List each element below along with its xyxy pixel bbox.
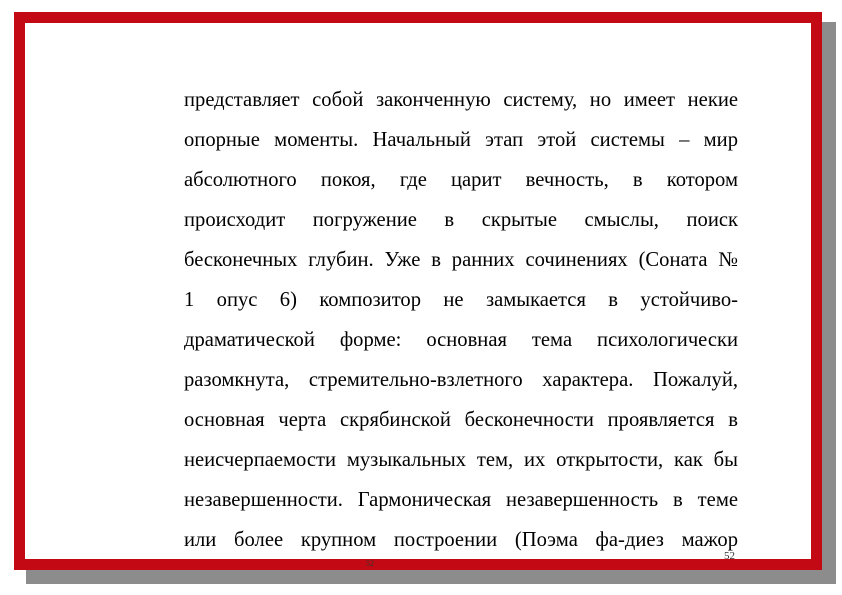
text-line: основная черта скрябинской бесконечности проявляется в <box>184 409 738 431</box>
text-line: незавершенности. Гармоническая незавершенность в теме <box>184 489 738 511</box>
text-line: бесконечных глубин. Уже в ранних сочинениях (Соната № <box>184 249 738 271</box>
text-line: драматической форме: основная тема психологически <box>184 329 738 351</box>
text-line: неисчерпаемости музыкальных тем, их открытости, как бы <box>184 449 738 471</box>
text-line: разомкнута, стремительно-взлетного характера. Пожалуй, <box>184 369 738 391</box>
page-number: 52 <box>724 550 735 562</box>
text-line: или более крупном построении (Поэма фа-диез мажор <box>184 529 738 551</box>
text-line: опорные моменты. Начальный этап этой системы – мир <box>184 129 738 151</box>
text-line: 1 опус 6) композитор не замыкается в устойчиво- <box>184 289 738 311</box>
text-line: происходит погружение в скрытые смыслы, поиск <box>184 209 738 231</box>
text-line: представляет собой законченную систему, но имеет некие <box>184 89 738 111</box>
page-number-footer: 52 <box>366 559 374 568</box>
text-line: абсолютного покоя, где царит вечность, в котором <box>184 169 738 191</box>
body-text <box>184 80 738 560</box>
